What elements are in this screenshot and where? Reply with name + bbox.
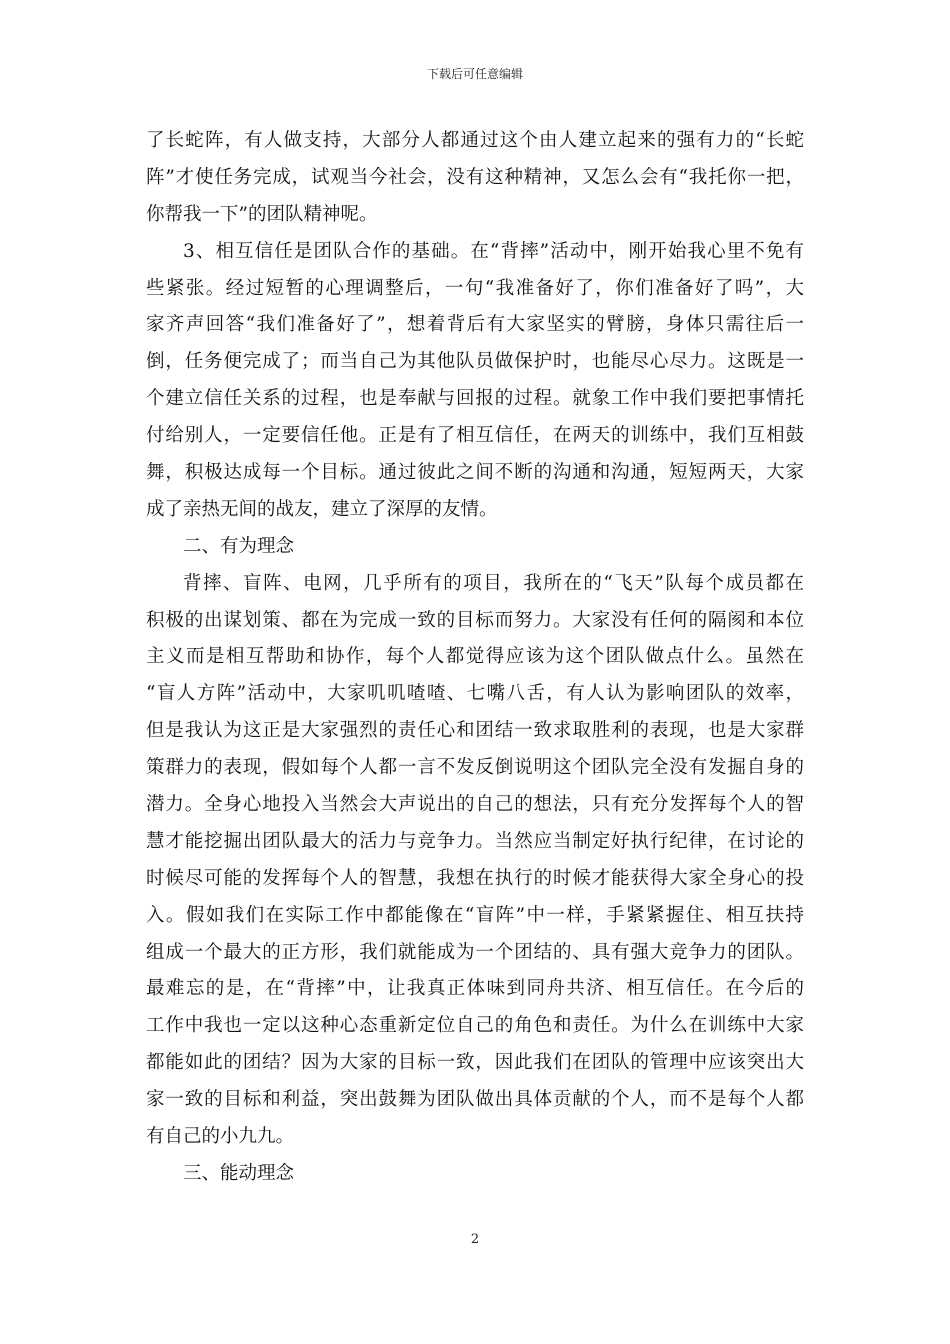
text-line: 潜力。全身心地投入当然会大声说出的自己的想法，只有充分发挥每个人的智: [146, 794, 804, 816]
text-line: 主义而是相互帮助和协作，每个人都觉得应该为这个团队做点什么。虽然在: [146, 646, 804, 668]
text-line: 3、相互信任是团队合作的基础。在“背摔”活动中，刚开始我心里不免有: [183, 240, 804, 262]
section-heading: [146, 529, 804, 566]
section-heading: [146, 1156, 804, 1193]
paragraph: [146, 566, 804, 1156]
text-line: 舞，积极达成每一个目标。通过彼此之间不断的沟通和沟通，短短两天，大家: [146, 462, 804, 484]
text-line: 二、有为理念: [183, 535, 295, 557]
text-line: 成了亲热无间的战友，建立了深厚的友情。: [146, 498, 498, 520]
text-line: 你帮我一下”的团队精神呢。: [146, 203, 378, 225]
text-line: 工作中我也一定以这种心态重新定位自己的角色和责任。为什么在训练中大家: [146, 1015, 804, 1037]
text-line: 家齐声回答“我们准备好了”，想着背后有大家坚实的臂膀，身体只需往后一: [146, 314, 804, 336]
text-line: 家一致的目标和利益，突出鼓舞为团队做出具体贡献的个人，而不是每个人都: [146, 1089, 804, 1111]
text-line: 最难忘的是，在“背摔”中，让我真正体味到同舟共济、相互信任。在今后的: [146, 978, 804, 1000]
text-line: 些紧张。经过短暂的心理调整后，一句“我准备好了，你们准备好了吗”，大: [146, 277, 804, 299]
paragraph: [146, 123, 804, 234]
text-line: 了长蛇阵，有人做支持，大部分人都通过这个由人建立起来的强有力的“长蛇: [146, 130, 804, 151]
text-line: 阵”才使任务完成，试观当今社会，没有这种精神，又怎么会有“我托你一把，: [146, 166, 804, 188]
text-line: 都能如此的团结？因为大家的目标一致，因此我们在团队的管理中应该突出大: [146, 1052, 804, 1074]
text-line: “盲人方阵”活动中，大家叽叽喳喳、七嘴八舌，有人认为影响团队的效率，: [146, 683, 804, 705]
page-number: 2: [470, 1232, 480, 1247]
text-line: 有自己的小九九。: [146, 1126, 295, 1148]
text-line: 付给别人，一定要信任他。正是有了相互信任，在两天的训练中，我们互相鼓: [146, 425, 804, 447]
text-line: 入。假如我们在实际工作中都能像在“盲阵”中一样，手紧紧握住、相互扶持: [146, 904, 804, 926]
text-line: 慧才能挖掘出团队最大的活力与竞争力。当然应当制定好执行纪律，在讨论的: [146, 830, 804, 852]
document-body: [146, 123, 804, 1193]
text-line: 策群力的表现，假如每个人都一言不发反倒说明这个团队完全没有发掘自身的: [146, 757, 804, 779]
paragraph: [146, 234, 804, 529]
text-line: 但是我认为这正是大家强烈的责任心和团结一致求取胜利的表现，也是大家群: [146, 720, 804, 742]
text-line: 倒，任务便完成了；而当自己为其他队员做保护时，也能尽心尽力。这既是一: [146, 351, 804, 373]
text-line: 积极的出谋划策、都在为完成一致的目标而努力。大家没有任何的隔阂和本位: [146, 609, 804, 631]
text-line: 三、能动理念: [183, 1162, 295, 1184]
page-header: 下载后可任意编辑: [426, 67, 523, 81]
text-line: 个建立信任关系的过程，也是奉献与回报的过程。就象工作中我们要把事情托: [146, 388, 804, 410]
text-line: 组成一个最大的正方形，我们就能成为一个团结的、具有强大竞争力的团队。: [146, 941, 804, 963]
text-line: 背摔、盲阵、电网，几乎所有的项目，我所在的“飞天”队每个成员都在: [183, 572, 804, 594]
text-line: 时候尽可能的发挥每个人的智慧，我想在执行的时候才能获得大家全身心的投: [146, 867, 804, 889]
